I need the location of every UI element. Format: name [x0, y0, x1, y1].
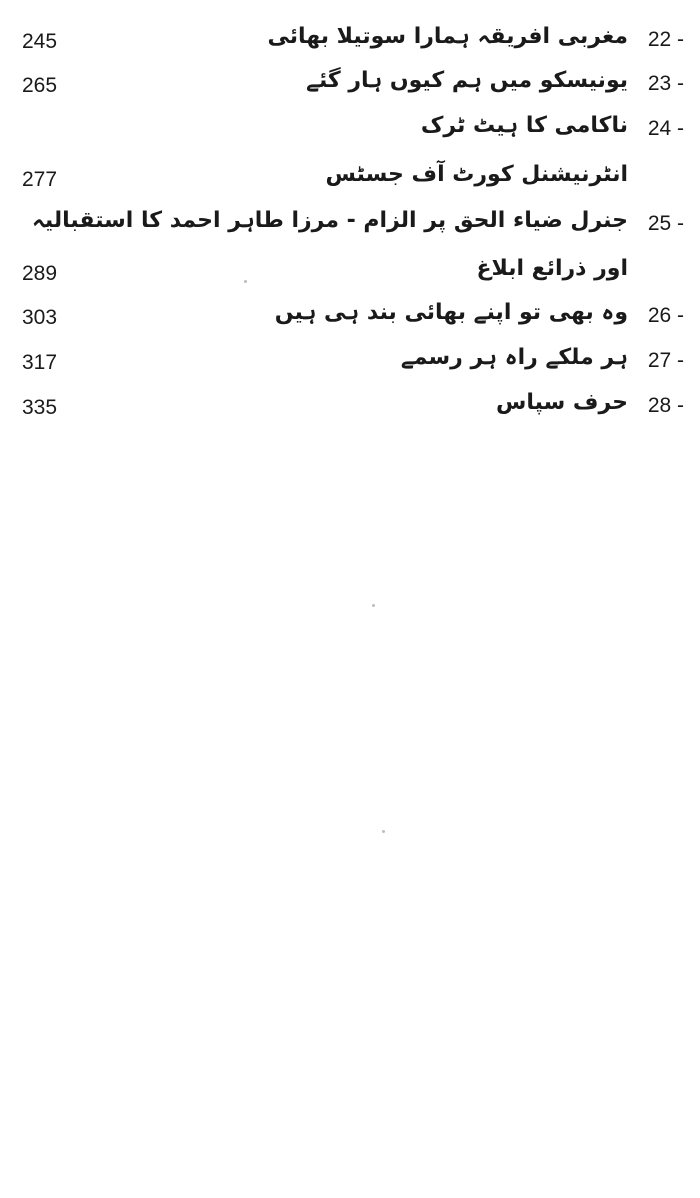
toc-entry-25	[0, 208, 700, 248]
toc-entry-23	[0, 68, 700, 108]
entry-title-continued: اور ذرائع ابلاغ	[476, 256, 628, 281]
paper-speck	[244, 280, 247, 283]
entry-title-continued: انٹرنیشنل کورٹ آف جسٹس	[325, 162, 628, 187]
toc-entry-28	[0, 390, 700, 430]
page-number: 317	[22, 351, 58, 374]
entry-number: 24 -	[647, 117, 684, 140]
entry-title: مغربی افریقہ ہمارا سوتیلا بھائی	[267, 24, 628, 49]
entry-number: 27 -	[647, 349, 684, 372]
toc-entry-24	[0, 113, 700, 153]
toc-entry-25-continued	[0, 256, 700, 296]
page-number: 245	[22, 30, 58, 53]
toc-entry-24-continued	[0, 162, 700, 202]
entry-title: ناکامی کا ہیٹ ٹرک	[420, 113, 628, 138]
entry-number: 22 -	[647, 28, 684, 51]
entry-number: 28 -	[647, 394, 684, 417]
entry-number: 23 -	[647, 72, 684, 95]
entry-title: حرف سپاس	[496, 390, 628, 415]
entry-title: جنرل ضیاء الحق پر الزام - مرزا طاہر احمد کا استقبالیہ	[31, 208, 628, 233]
paper-speck	[372, 604, 375, 607]
toc-entry-22	[0, 24, 700, 64]
entry-number: 25 -	[647, 212, 684, 235]
entry-title: ہر ملکے راہ ہر رسمے	[400, 345, 628, 370]
entry-title: وہ بھی تو اپنے بھائی بند ہی ہیں	[274, 300, 628, 325]
page-number: 265	[22, 74, 58, 97]
entry-number: 26 -	[647, 304, 684, 327]
page-number: 303	[22, 306, 58, 329]
toc-entry-27-row	[0, 345, 700, 385]
page-number: 277	[22, 168, 58, 191]
paper-speck	[382, 830, 385, 833]
entry-title: یونیسکو میں ہم کیوں ہار گئے	[306, 68, 628, 93]
page-number: 289	[22, 262, 58, 285]
page-number: 335	[22, 396, 58, 419]
